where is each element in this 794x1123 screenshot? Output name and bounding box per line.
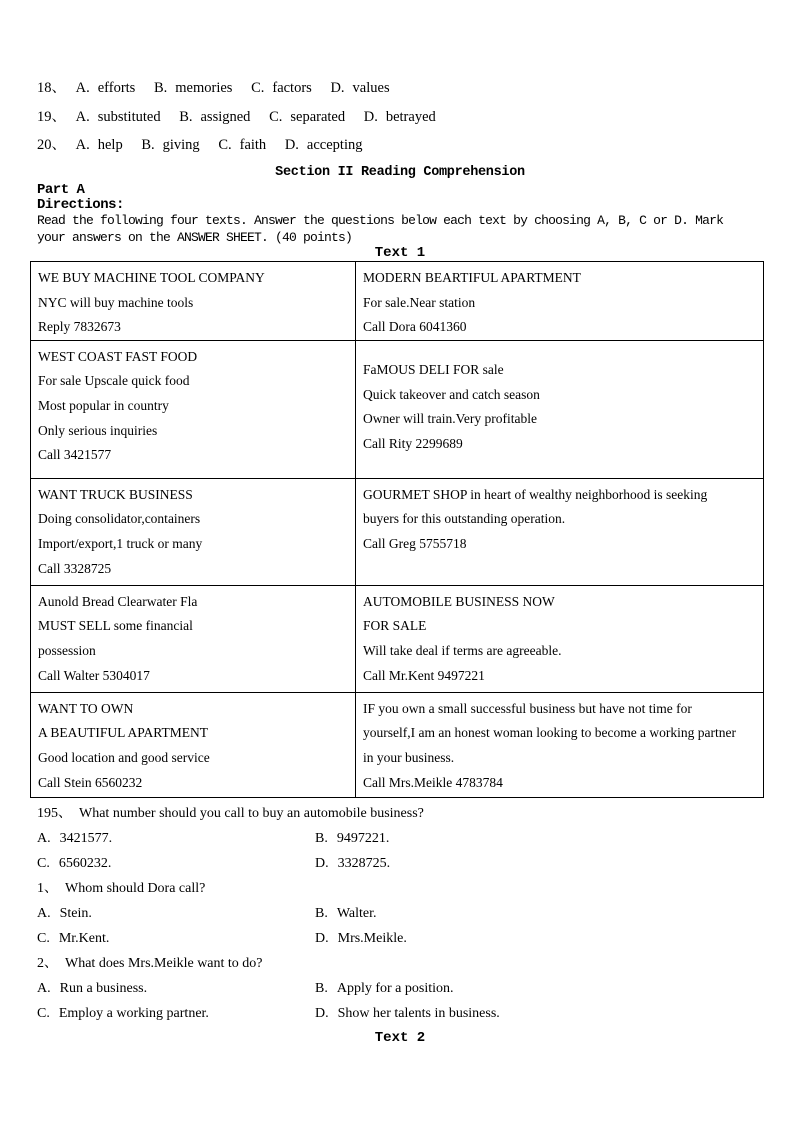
option-key: C. <box>251 80 265 96</box>
option-key: B. <box>141 137 155 154</box>
ad-line: Doing consolidator,containers <box>38 511 201 527</box>
question-stem <box>37 951 763 976</box>
ad-line: Aunold Bread Clearwater Fla <box>38 593 198 609</box>
option-text: factors <box>272 80 312 96</box>
question-2 <box>37 951 763 1026</box>
options-row <box>37 976 763 1001</box>
options-row <box>37 851 763 876</box>
option-key: B. <box>315 830 328 846</box>
option-text: 3421577. <box>59 830 113 846</box>
question-number: 19、 <box>37 108 66 125</box>
ad-cell-working-partner <box>356 692 764 797</box>
ad-line: AUTOMOBILE BUSINESS NOW <box>363 593 555 609</box>
option-text: efforts <box>97 80 136 96</box>
ad-cell-fast-food <box>31 340 356 478</box>
option-text: betrayed <box>385 108 436 125</box>
ad-line: MODERN BEARTIFUL APARTMENT <box>363 270 581 286</box>
option-key: A. <box>75 80 90 96</box>
ad-line: possession <box>38 643 96 659</box>
ad-line: For sale Upscale quick food <box>38 373 190 389</box>
ad-line: A BEAUTIFUL APARTMENT <box>38 725 208 741</box>
option-key: C. <box>37 930 50 946</box>
ad-line: in your business. <box>363 750 455 766</box>
ad-line: NYC will buy machine tools <box>38 294 194 310</box>
ad-line: Quick takeover and catch season <box>363 386 540 402</box>
directions-label: Directions: <box>37 197 124 214</box>
option-a <box>76 109 161 125</box>
options-row <box>37 1001 763 1026</box>
option-text: 6560232. <box>58 855 112 871</box>
option-key: D. <box>315 1005 329 1021</box>
table-row <box>31 262 764 341</box>
option-c <box>218 137 266 153</box>
option-key: D. <box>315 855 329 871</box>
table-row <box>31 478 764 585</box>
option-text: memories <box>175 80 233 96</box>
question-number: 1、 <box>37 880 58 896</box>
question-number: 18、 <box>37 80 66 96</box>
option-a <box>76 80 136 96</box>
ad-line: Call Rity 2299689 <box>363 435 463 451</box>
ad-line: WANT TO OWN <box>38 700 134 716</box>
option-c <box>251 80 312 96</box>
option-c <box>269 109 345 125</box>
cloze-question-20 <box>37 135 763 155</box>
ad-cell-gourmet-shop <box>356 478 764 585</box>
options-row <box>37 926 763 951</box>
option-c <box>37 851 315 876</box>
ad-line: Call Stein 6560232 <box>38 774 143 790</box>
ad-cell-automobile-business <box>356 585 764 692</box>
question-stem <box>37 801 763 826</box>
ad-line: Good location and good service <box>38 750 210 766</box>
option-b <box>315 826 389 851</box>
option-key: B. <box>315 905 328 921</box>
ad-line: Reply 7832673 <box>38 319 121 335</box>
reading-questions <box>37 801 763 1026</box>
option-key: C. <box>37 1005 50 1021</box>
ad-line: buyers for this outstanding operation. <box>363 511 566 527</box>
text1-label: Text 1 <box>374 245 426 262</box>
question-1 <box>37 876 763 951</box>
table-row <box>31 585 764 692</box>
option-a <box>76 137 123 153</box>
ad-cell-beautiful-apartment <box>31 692 356 797</box>
question-stem <box>37 876 763 901</box>
option-text: Stein. <box>59 905 92 921</box>
option-text: values <box>352 80 390 96</box>
option-d <box>315 851 390 876</box>
ad-line: Call Mrs.Meikle 4783784 <box>363 774 503 790</box>
ad-line: Import/export,1 truck or many <box>38 536 203 552</box>
option-b <box>315 976 454 1001</box>
ad-cell-aunold-bread <box>31 585 356 692</box>
option-text: giving <box>162 137 200 154</box>
option-text: Walter. <box>336 905 377 921</box>
cloze-question-18 <box>37 78 763 98</box>
option-key: B. <box>153 80 168 96</box>
cloze-question-19 <box>37 107 763 127</box>
option-c <box>37 926 315 951</box>
table-row <box>31 340 764 478</box>
option-text: separated <box>290 108 346 125</box>
option-b <box>179 109 250 125</box>
option-text: Mrs.Meikle. <box>337 930 407 946</box>
option-key: A. <box>37 980 51 996</box>
ad-line: Call Walter 5304017 <box>38 667 150 683</box>
question-number: 195、 <box>37 805 72 821</box>
option-key: D. <box>284 137 299 154</box>
ad-line: Call Dora 6041360 <box>363 319 467 335</box>
section-title: Section II Reading Comprehension <box>275 165 525 181</box>
ad-line: Call Greg 5755718 <box>363 536 467 552</box>
option-key: C. <box>218 137 232 154</box>
question-text: What does Mrs.Meikle want to do? <box>65 955 263 971</box>
ad-cell-famous-deli <box>356 340 764 478</box>
ad-line: For sale.Near station <box>363 294 476 310</box>
option-text: Apply for a position. <box>336 980 454 996</box>
question-text: Whom should Dora call? <box>65 880 206 896</box>
option-text: 3328725. <box>337 855 391 871</box>
option-key: D. <box>315 930 329 946</box>
question-195 <box>37 801 763 876</box>
question-number: 2、 <box>37 955 58 971</box>
ad-line: Only serious inquiries <box>38 422 158 438</box>
ad-line: GOURMET SHOP in heart of wealthy neighborhood is seeking <box>363 486 708 502</box>
ad-line: Call 3421577 <box>38 447 112 463</box>
option-c <box>37 1001 315 1026</box>
option-key: D. <box>363 108 378 125</box>
option-text: faith <box>239 137 267 154</box>
option-text: 9497221. <box>336 830 390 846</box>
question-number: 20、 <box>37 137 66 154</box>
ad-cell-modern-apartment <box>356 262 764 341</box>
ad-cell-truck-business <box>31 478 356 585</box>
options-row <box>37 901 763 926</box>
part-label: Part A <box>37 182 85 199</box>
option-key: C. <box>269 108 283 125</box>
option-text: assigned <box>200 108 251 125</box>
option-key: A. <box>37 905 51 921</box>
option-d <box>315 1001 500 1026</box>
option-key: B. <box>315 980 328 996</box>
option-key: A. <box>37 830 51 846</box>
option-text: substituted <box>97 108 161 125</box>
option-d <box>315 926 407 951</box>
options-row <box>37 826 763 851</box>
ad-line: WEST COAST FAST FOOD <box>38 348 198 364</box>
option-b <box>154 80 232 96</box>
directions-text-line: your answers on the ANSWER SHEET. (40 points) <box>37 229 353 245</box>
option-text: Run a business. <box>59 980 148 996</box>
option-key: D. <box>330 80 345 96</box>
option-text: Mr.Kent. <box>58 930 110 946</box>
option-text: Employ a working partner. <box>58 1005 209 1021</box>
option-a <box>37 976 315 1001</box>
ad-line: IF you own a small successful business but have not time for <box>363 700 692 716</box>
ad-line: Owner will train.Very profitable <box>363 411 537 427</box>
option-a <box>37 826 315 851</box>
option-key: C. <box>37 855 50 871</box>
option-key: A. <box>75 108 90 125</box>
table-row <box>31 692 764 797</box>
ad-line: MUST SELL some financial <box>38 618 193 634</box>
ad-line: Call Mr.Kent 9497221 <box>363 667 485 683</box>
question-text: What number should you call to buy an automobile business? <box>79 805 424 821</box>
option-text: accepting <box>306 137 363 154</box>
ad-line: WANT TRUCK BUSINESS <box>38 486 193 502</box>
ad-line: yourself,I am an honest woman looking to become a working partner <box>363 725 737 741</box>
option-d <box>330 80 389 96</box>
option-key: B. <box>179 108 193 125</box>
directions-text-line: Read the following four texts. Answer the questions below each text by choosing A, B, C or D. Mark <box>37 213 724 229</box>
ad-cell-machine-tool <box>31 262 356 341</box>
ad-line: FOR SALE <box>363 618 427 634</box>
option-key: A. <box>75 137 90 154</box>
ad-line: Most popular in country <box>38 398 169 414</box>
option-d <box>285 137 363 153</box>
ad-line: Call 3328725 <box>38 560 112 576</box>
option-text: help <box>97 137 123 154</box>
option-b <box>141 137 199 153</box>
option-a <box>37 901 315 926</box>
option-text: Show her talents in business. <box>337 1005 500 1021</box>
text2-label: Text 2 <box>374 1029 426 1046</box>
ad-line: Will take deal if terms are agreeable. <box>363 643 562 659</box>
option-d <box>364 109 436 125</box>
ads-table <box>30 261 764 798</box>
ad-line: WE BUY MACHINE TOOL COMPANY <box>38 270 265 286</box>
ad-line: FaMOUS DELI FOR sale <box>363 362 504 378</box>
option-b <box>315 901 377 926</box>
